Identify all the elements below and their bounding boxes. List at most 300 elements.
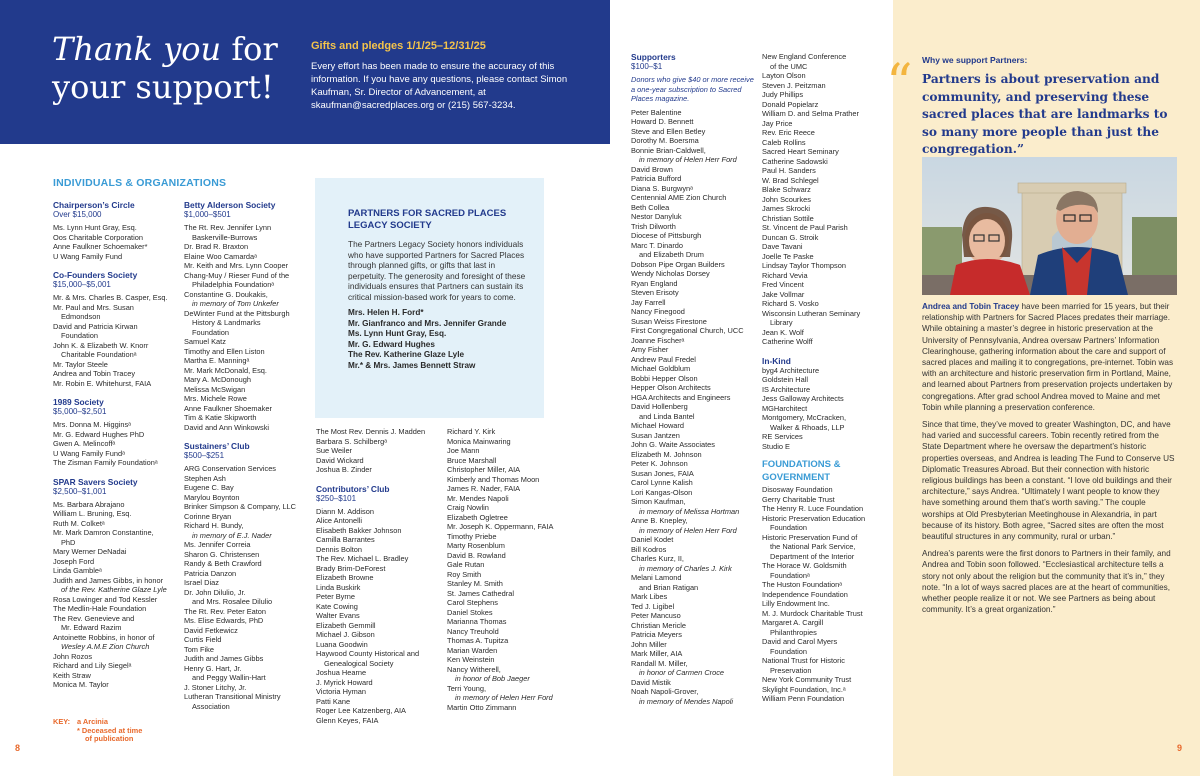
donor-name: David and Carol Myers [762,637,838,646]
donor-name: Sacred Heart Seminary [762,147,839,156]
donor-name: Linda Gambleᵃ [53,566,102,575]
donor-name: Jess Galloway Architects [762,394,844,403]
donor-name: David and Patricia Kirwan [53,321,138,331]
donor-name: Mrs. Michele Rowe [184,394,247,403]
donor-name: Gale Rutan [447,560,485,569]
donor-name: Studio E [762,441,790,451]
donor-name: Bonnie Brian-Caldwell, [631,145,706,155]
donor-name: John Scourkes [762,194,811,204]
donor-name: M. J. Murdock Charitable Trust [762,608,863,618]
legacy-body: The Partners Legacy Society honors individuals who have supported Partners for Sacred Places through planned gifts, or gifts that last in perpetuity. The generosity and foresight of these individuals ensures that Partners can sustain its critical mission-based work for years to come. [348,239,526,302]
donor-name-continued: Foundation [770,523,807,532]
donor-range: $500–$251 [184,451,225,460]
donor-name-continued: Mr. Edward Razim [61,623,122,632]
donor-name: Paul H. Sanders [762,166,816,175]
donor-name: Oos Charitable Corporation [53,232,143,242]
donor-range: Over $15,000 [53,210,102,219]
donor-name: J. Stoner Litchy, Jr. [184,682,247,692]
donor-tribute: in honor of Bob Jaeger [455,674,530,683]
donor-name: Bill Kodros [631,544,667,554]
donor-column-1 [53,200,179,690]
donor-name: Amy Fisher [631,345,669,354]
donor-name: David B. Rowland [447,550,506,560]
donor-category-heading: Sustainers’ Club [184,441,250,451]
donor-name: Margaret A. Cargill [762,618,824,627]
donor-name: Randall M. Miller, [631,658,688,668]
donor-name-continued: Foundation [192,327,229,337]
donor-name: Melissa McSwigan [184,384,246,394]
donor-name: Trish Dilworth [631,221,676,231]
donor-tribute: in memory of Mendes Napoli [639,696,734,706]
donor-name: Mr. Paul and Mrs. Susan [53,302,134,312]
donor-name: Martin Otto Zimmann [447,702,517,712]
donor-name: Dr. John Dilulio, Jr. [184,587,246,597]
donor-name: William L. Bruning, Esq. [53,509,132,518]
donor-name: Victoria Hyman [316,687,366,696]
donor-name: Caleb Rollins [762,137,806,147]
donor-name: The Rev. Michael L. Bradley [316,554,409,563]
donor-name: St. James Cathedral [447,588,514,598]
donor-name: Mrs. Donna M. Higginsᵃ [53,420,131,429]
donor-name: Nestor Danyluk [631,212,682,221]
donor-name: Richard Y. Kirk [447,427,496,436]
donor-name-continued: and Peggy Wallin-Hart [192,673,266,682]
donor-tribute: in memory of Helen Herr Ford [639,525,737,535]
donor-name: Joanne Fischerᵃ [631,335,685,345]
donor-name: Luana Goodwin [316,639,368,649]
key-legend [53,718,142,744]
donor-name: The Rt. Rev. Jennifer Lynn [184,223,272,232]
donor-name: Samuel Katz [184,337,226,346]
donor-name: Noah Napoli-Grover, [631,687,699,696]
donor-name: HGA Architects and Engineers [631,392,731,402]
donor-name: Wendy Nicholas Dorsey [631,269,710,278]
donor-name: Diann M. Addison [316,506,374,516]
pull-quote: Partners is about preservation and community, and preserving these sacred places that are landmarks to so many more people than just the congregation.” [922,72,1168,156]
story-paragraph-3: Andrea’s parents were the first donors to Partners in their family, and Andrea and Tobin soon followed. “Ecclesiastical architecture tells a story not only about the religion but the community that it’s in,” they note. “In a lot of ways sacred places are at the heart of communities, whether people realize it or not. We see Partners as being about community. It’s a great organization.” [922,549,1171,615]
donor-name: Dennis Bolton [316,544,363,554]
donor-name: Hepper Olson Architects [631,383,711,392]
donor-name: Chang-Muy / Rieser Fund of the [184,270,290,280]
donor-name: Mr. Robin E. Whitehurst, FAIA [53,378,152,388]
donor-name: The Rt. Rev. Peter Eaton [184,606,267,616]
legacy-name: The Rev. Katherine Glaze Lyle [348,350,465,359]
donor-name: The Huston Foundationᵃ [762,580,842,589]
donor-name: Marty Rosenblum [447,541,505,550]
donor-name: Timothy and Ellen Liston [184,346,265,356]
donor-name: Melani Lamond [631,573,682,582]
donor-name: Carol Lynne Kalish [631,478,693,487]
donor-name: Diana S. Burgwynᵃ [631,183,693,193]
donor-name: Jake Vollmar [762,289,805,299]
donor-name: Andrew Paul Fredel [631,354,696,364]
donor-name: John Rozos [53,651,93,661]
donor-name: Tom Fike [184,644,214,654]
donor-name: IS Architecture [762,384,811,394]
donor-name: Elizabeth Browne [316,573,374,582]
donor-name: Peter Mancuso [631,611,681,620]
quote-mark-icon: “ [886,54,913,114]
gifts-body: Every effort has been made to ensure the accuracy of this information. If you have any questions, please contact Simon Kaufman, Sr. Director of Advancement, at skaufman@sacredplaces.org or (215) 567-3234. [311,61,568,111]
donor-name: Lutheran Transitional Ministry [184,692,281,701]
donor-name: Judy Phillips [762,90,804,99]
donor-tribute: in memory of Helen Herr Ford [639,155,737,164]
donor-name: Camilla Barrantes [316,535,375,544]
donor-name: Rosa Lowinger and Tod Kessler [53,594,158,604]
donor-name: Anne Faulkner Shoemaker [184,403,272,413]
donor-name: Steve and Ellen Betley [631,126,706,136]
donor-tribute: in memory of Helen Herr Ford [455,693,553,702]
donor-name: Patti Kane [316,696,351,706]
donor-name: Barbara S. Schilbergᵃ [316,436,387,446]
donor-tribute: in memory of Charles J. Kirk [639,563,732,573]
donor-name: Christian Sottile [762,213,814,223]
donor-range: $2,500–$1,001 [53,486,107,496]
donor-name: Bruce Marshall [447,455,497,465]
donor-name: John Miller [631,639,667,649]
donor-name: Carol Stephens [447,598,498,607]
donor-name: Antoinette Robbins, in honor of [53,632,155,642]
donor-name: Anne B. Knepley, [631,516,688,525]
donor-name: Walter Evans [316,611,360,620]
donor-name: Timothy Priebe [447,531,497,541]
donor-name: Independence Foundation [762,589,848,599]
donor-name-continued: Philadelphia Foundationᵃ [192,280,275,289]
donor-name: Sharon G. Christensen [184,549,260,559]
key-b: * Deceased at time [77,725,143,735]
donor-name: Alice Antonelli [316,516,363,525]
donor-range: $1,000–$501 [184,210,231,219]
donor-name: Christopher Miller, AIA [447,465,521,474]
donor-name: Historic Preservation Education [762,513,866,523]
donor-tribute: in honor of Carmen Croce [639,668,725,677]
donor-name: U Wang Family Fundᵃ [53,448,125,458]
donor-column-4 [447,427,577,712]
donor-name: Charles Kurz, II, [631,554,684,563]
donor-name: John G. Waite Associates [631,440,715,449]
donor-name: Susan Weiss Firestone [631,316,707,326]
donor-name-continued: PhD [61,537,76,547]
donor-name-continued: Foundation [770,646,807,656]
donor-name-continued: and Linda Bantel [639,411,695,421]
donor-range: $5,000–$2,501 [53,407,107,416]
donor-name-continued: Genealogical Society [324,658,394,668]
donor-name: Daniel Kodet [631,535,674,544]
donor-name: Mr. Joseph K. Oppermann, FAIA [447,522,554,531]
donor-name: Ryan England [631,278,678,288]
donor-name: Marc T. Dinardo [631,240,684,250]
donor-name: Ruth M. Colketᵃ [53,518,105,528]
donor-name: David Brown [631,164,673,174]
story-text [922,301,1177,621]
donor-name: Brady Brim-DeForest [316,563,386,573]
donor-name: Steven J. Peitzman [762,80,826,90]
donor-name: Mary Werner DeNadai [53,547,127,556]
donor-name-continued: of the UMC [770,61,808,71]
donor-name-continued: Department of the Interior [770,551,855,561]
donor-name: Patricia Bufford [631,174,682,183]
donor-name: Blake Schwarz [762,185,811,194]
donor-name: Elizabeth Gemmill [316,620,376,630]
donor-name: Israel Diaz [184,578,219,587]
donor-name: Haywood County Historical and [316,649,420,658]
donor-name: Lindsay Taylor Thompson [762,261,846,270]
donor-name: Joe Mann [447,446,480,455]
story-lead: Andrea and Tobin Tracey [922,302,1020,311]
donor-name: Kimberly and Thomas Moon [447,474,540,484]
donor-name-continued: Foundation [61,331,98,340]
donor-name: Ms. Elise Edwards, PhD [184,616,264,625]
donor-name: Michael J. Gibson [316,630,375,639]
legacy-name: Mrs. Helen H. Ford* [348,308,424,317]
donor-category-heading: SPAR Savers Society [53,476,138,487]
donor-name: Jay Price [762,118,793,128]
donor-name: Judith and James Gibbs, in honor [53,575,164,585]
donor-name-continued: Edmondson [61,312,101,321]
donor-name: St. Vincent de Paul Parish [762,223,848,232]
donor-name: Craig Nowlin [447,503,489,512]
donor-name: David Hollenberg [631,402,688,411]
donor-name: Richard S. Vosko [762,299,819,308]
donor-name: Rev. Eric Reece [762,128,815,137]
donor-name: Montgomery, McCracken, [762,413,847,422]
donor-name: Joshua Hearne [316,668,367,677]
donor-name: Constantine G. Doukakis, [184,289,268,299]
story-paragraph-2: Since that time, they’ve moved to greater Washington, DC, and have had varied and successful careers. Tobin recently retired from the State Department where he oversaw the department’s historic properties overseas, and Andrea is leading The Fund to Conserve US Diplomatic Treasures Abroad. But their connection with historic religious buildings has been a constant. “I love old buildings and their architecture,” says Andrea. “Ultimately I want people to know they have something around them that’s worth saving.” The couple worships at Old Presbyterian Meetinghouse in Alexandria, in part because of its history. Both agree, “Sacred sites are often the most beautiful structures in any community, rural or urban.” [922,420,1175,542]
key-label: KEY: [53,717,71,726]
donor-name: Mark Miller, AIA [631,649,683,658]
donor-name: Mr. Mark Damron Constantine, [53,528,154,537]
donor-name: Susan Jones, FAIA [631,468,694,478]
legacy-name: Mr. Gianfranco and Mrs. Jennifer Grande [348,318,507,328]
donor-name: Peter K. Johnson [631,459,688,468]
donor-name: Layton Olson [762,71,806,80]
donor-name: David Mistik [631,677,671,687]
donor-name: Marian Warden [447,645,498,655]
donor-category-heading: Co-Founders Society [53,270,138,280]
donor-name: DeWinter Fund at the Pittsburgh [184,308,290,318]
donor-name: Mark Libes [631,592,668,601]
donor-name: The Henry R. Luce Foundation [762,504,864,513]
story-paragraph-1: Andrea and Tobin Tracey have been married for 15 years, but their relationship with Partners for Sacred Places predates their marriage. While obtaining a master’s degree in historic preservation at the University of Pennsylvania, Andrea oversaw Partners’ Information Clearinghouse, gathering information about the care and support of sacred places and mailing it to congregations, pre-internet. Tobin was with an architecture and historic preservation firm in Portland, Maine, and learned about Partners from preservation projects undertaken by congregations. After grad school Andrea moved to Maine and met Tobin while planning a preservation conference. [922,302,1174,412]
donor-name: Henry G. Hart, Jr. [184,663,242,673]
donor-name: MGHarchitect [762,403,808,413]
donor-name: Monica Mainwaring [447,436,511,446]
donor-tribute: in memory of Tom Unkefer [192,299,279,308]
donor-name: Peter Byrne [316,592,356,601]
donor-name: Simon Kaufman, [631,497,686,506]
donor-name: Kate Cowing [316,601,358,611]
donor-name: Elisabeth Bakker Johnson [316,525,402,535]
donor-name: W. Brad Schlegel [762,175,819,185]
donor-name: Patricia Meyers [631,630,682,639]
key-c: of publication [85,734,134,743]
donor-category-heading: In-Kind [762,355,791,366]
donor-name: Historic Preservation Fund of [762,532,858,542]
donor-name: Peter Balentine [631,107,682,117]
donor-name: Anne Faulkner Schoemaker* [53,242,148,251]
donor-name: The Zisman Family Foundationᵃ [53,458,158,467]
donor-name: David and Ann Winkowski [184,422,270,432]
donor-category-heading: Betty Alderson Society [184,200,276,210]
donor-name: Gerry Charitable Trust [762,494,835,504]
donor-name: Duncan G. Stroik [762,232,819,242]
donor-name: Andrea and Tobin Tracey [53,369,136,378]
donor-name: Mary A. McDonough [184,375,251,384]
section-heading: FOUNDATIONS & [762,459,841,470]
gifts-title: Gifts and pledges 1/1/25–12/31/25 [311,40,486,52]
donor-name: Catherine Wolff [762,337,813,346]
donor-name: William D. and Selma Prather [762,109,859,118]
donor-name-continued: History & Landmarks [192,318,261,327]
donor-name: Joelle Te Paske [762,251,814,261]
donor-category-heading: Supporters [631,52,676,62]
donor-category-heading: Chairperson’s Circle [53,200,135,210]
donor-tribute: Wesley A.M.E Zion Church [61,642,150,651]
donor-name: Glenn Keyes, FAIA [316,715,379,725]
donor-name: Ken Weinstein [447,655,495,664]
donor-name: Joshua B. Zinder [316,465,372,474]
donor-name: Curtis Field [184,635,222,644]
donor-name: RE Services [762,432,803,441]
donor-name: Michael Howard [631,421,684,430]
donor-name: Steven Erisoty [631,288,679,297]
donor-name: Jean K. Wolf [762,327,804,337]
donor-name: John K. & Elizabeth W. Knorr [53,340,149,350]
donor-name-continued: Walker & Rhoads, LLP [770,422,845,432]
legacy-name: Ms. Lynn Hunt Gray, Esq. [348,329,447,338]
donor-name: Ms. Jennifer Correia [184,540,251,549]
donor-name-continued: Charitable Foundationᵃ [61,350,137,359]
donor-tribute: in memory of Melissa Hortman [639,506,740,516]
donor-name: Keith Straw [53,670,91,680]
donor-name-continued: Foundationᵃ [770,570,810,580]
donor-name: Ted J. Ligibel [631,601,675,611]
donor-name: Elaine Woo Camardaᵃ [184,251,257,261]
donor-range: $100–$1 [631,62,663,71]
donor-name: Linda Buskirk [316,582,361,592]
individuals-heading: INDIVIDUALS & ORGANIZATIONS [53,177,227,189]
donor-name: William Penn Foundation [762,694,845,703]
donor-name: Mr. Keith and Mrs. Lynn Cooper [184,261,289,270]
donor-name: Centennial AME Zion Church [631,193,727,202]
donor-name: Michael Goldblum [631,364,691,373]
donor-name: Dave Tavani [762,242,803,251]
donor-category-heading: 1989 Society [53,397,104,407]
donor-name: Joseph Ford [53,556,95,566]
why-heading: Why we support Partners: [922,55,1028,65]
donor-name: Tim & Katie Skipworth [184,413,257,422]
donor-name: Stephen Ash [184,473,226,483]
donor-name: Monica M. Taylor [53,680,109,689]
donor-name: Dorothy M. Boersma [631,136,699,145]
donor-name: Mr. Mark McDonald, Esq. [184,365,267,375]
donor-name: Martha E. Manningᵃ [184,356,250,365]
donor-name-continued: and Mrs. Rosalee Dilulio [192,597,273,606]
donor-name: Roy Smith [447,569,482,579]
donor-name-continued: Association [192,701,230,711]
gifts-info [311,40,601,112]
donor-name: Nancy Treuhold [447,626,499,636]
donor-name: Goldstein Hall [762,375,809,384]
donor-name: Sue Weiler [316,446,353,455]
donor-column-2 [184,200,312,711]
donor-name: New England Conference [762,52,847,61]
donor-name: Patricia Danzon [184,568,237,578]
donor-name: Jay Farrell [631,297,666,307]
donor-range: $250–$101 [316,493,357,503]
page-number-right: 9 [1177,743,1183,753]
donor-name: Daniel Stokes [447,607,493,617]
donor-category-heading: Contributors’ Club [316,483,390,494]
donor-name: Mr. Mendes Napoli [447,493,509,503]
donor-name: Marianna Thomas [447,617,507,626]
donor-name: Bobbi Hepper Olson [631,373,698,383]
donor-name: Nancy Witherell, [447,664,501,674]
donor-name: Howard D. Bennett [631,117,694,126]
donor-name: Richard H. Bundy, [184,521,244,530]
donor-name: Mr. Taylor Steele [53,359,108,369]
donor-name: Catherine Sadowski [762,156,828,166]
donor-name: Elizabeth M. Johnson [631,449,702,459]
donor-name: Lori Kangas-Olson [631,487,693,497]
donor-name: Dr. Brad R. Braxton [184,242,249,251]
donor-name: Dobson Pipe Organ Builders [631,259,725,269]
donor-name: Beth Collea [631,202,670,212]
donor-tribute: in memory of E.J. Nader [192,530,272,540]
donor-column-6 [762,52,890,704]
donor-name: Wisconsin Lutheran Seminary [762,308,861,318]
donor-name: Lilly Endowment Inc. [762,599,830,608]
donor-name: ARG Conservation Services [184,464,277,473]
donor-name: Diocese of Pittsburgh [631,231,702,240]
donor-name: James Skrocki [762,204,811,213]
donor-name: Mr. & Mrs. Charles B. Casper, Esq. [53,293,168,302]
donor-name: The Horace W. Goldsmith [762,561,847,570]
donor-name: Thomas A. Tupitza [447,636,509,645]
donor-name: The Medlin-Hale Foundation [53,604,147,613]
donor-name: Richard and Lily Siegelᵃ [53,661,132,670]
page-number-left: 8 [15,743,21,753]
donor-name-continued: and Brian Ratigan [639,582,699,592]
donor-name: Skylight Foundation, Inc.ᵃ [762,684,846,694]
donor-name: Mr. G. Edward Hughes PhD [53,429,145,439]
donor-name: Randy & Beth Crawford [184,559,262,568]
donor-name: Judith and James Gibbs [184,654,264,663]
donor-name: National Trust for Historic [762,656,845,665]
donor-name: Nancy Finegood [631,307,685,316]
donor-name: Donald Popielarz [762,99,819,109]
donor-name: Brinker Simpson & Company, LLC [184,502,296,511]
donor-range: $15,000–$5,001 [53,280,111,289]
donor-name-continued: Preservation [770,665,812,675]
donor-name: Eugene C. Bay [184,483,234,492]
legacy-name: Mr. G. Edward Hughes [348,339,435,349]
donor-name: Fred Vincent [762,280,804,289]
donor-column-5 [631,52,757,706]
donor-name: David Wickard [316,455,364,465]
donor-name: Ms. Barbara Abrajano [53,499,125,509]
donor-name: New York Community Trust [762,675,852,684]
donor-name: First Congregational Church, UCC [631,326,744,335]
donor-name-continued: Library [770,318,793,327]
donor-tribute: of the Rev. Katherine Glaze Lyle [61,585,167,594]
donor-name: Roger Lee Katzenberg, AIA [316,706,406,715]
donor-name: James R. Nader, FAIA [447,484,521,493]
couple-photo [922,157,1177,295]
legacy-name: Mr.* & Mrs. James Bennett Straw [348,360,476,370]
donor-name: Terri Young, [447,683,487,693]
